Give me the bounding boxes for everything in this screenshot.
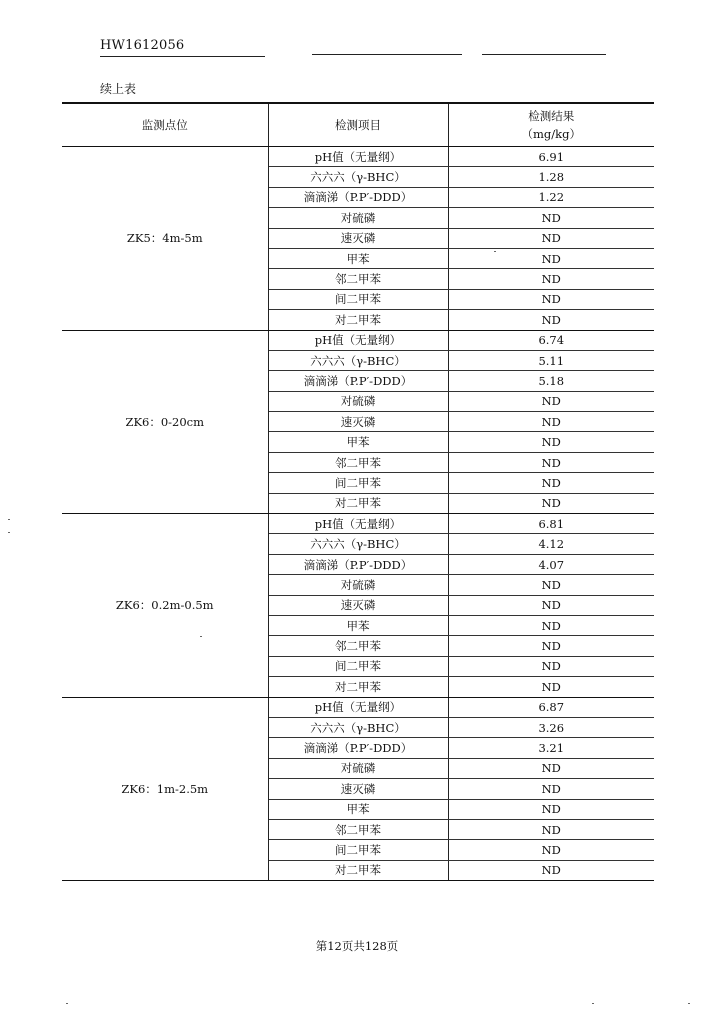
table-row [62, 330, 654, 350]
result-cell: ND [448, 391, 654, 411]
item-cell: 速灭磷 [268, 779, 448, 799]
item-cell: 对硫磷 [268, 758, 448, 778]
result-cell: ND [448, 758, 654, 778]
item-cell: 甲苯 [268, 248, 448, 268]
header-rule-1 [100, 56, 265, 57]
result-cell: ND [448, 432, 654, 452]
table-row [62, 147, 654, 167]
site-cell: ZK6：1m-2.5m [62, 697, 268, 881]
item-cell: 间二甲苯 [268, 840, 448, 860]
header-site: 监测点位 [62, 103, 268, 147]
item-cell: 滴滴涕（P.P′-DDD） [268, 187, 448, 207]
result-cell: ND [448, 656, 654, 676]
report-code: HW1612056 [100, 38, 185, 53]
header-result-label: 检测结果 [528, 109, 575, 123]
item-cell: 间二甲苯 [268, 289, 448, 309]
result-cell: ND [448, 677, 654, 697]
table-row [62, 514, 654, 534]
item-cell: 邻二甲苯 [268, 452, 448, 472]
results-table-container [62, 102, 654, 881]
result-cell: ND [448, 473, 654, 493]
header-rule-2 [312, 54, 462, 55]
result-cell: 6.91 [448, 147, 654, 167]
result-cell: ND [448, 289, 654, 309]
result-cell: 6.74 [448, 330, 654, 350]
item-cell: 间二甲苯 [268, 656, 448, 676]
result-cell: ND [448, 799, 654, 819]
item-cell: 邻二甲苯 [268, 269, 448, 289]
result-cell: ND [448, 412, 654, 432]
item-cell: 六六六（γ-BHC） [268, 534, 448, 554]
scan-speck [200, 636, 202, 637]
item-cell: 甲苯 [268, 432, 448, 452]
results-table [62, 102, 654, 881]
item-cell: 对硫磷 [268, 391, 448, 411]
item-cell: 对二甲苯 [268, 677, 448, 697]
item-cell: pH值（无量纲） [268, 514, 448, 534]
site-cell: ZK6：0.2m-0.5m [62, 514, 268, 698]
result-cell: 1.28 [448, 167, 654, 187]
result-cell: 4.07 [448, 554, 654, 574]
table-row [62, 697, 654, 717]
result-cell: ND [448, 269, 654, 289]
site-cell: ZK6：0-20cm [62, 330, 268, 514]
result-cell: ND [448, 575, 654, 595]
scan-speck [494, 251, 496, 252]
item-cell: 邻二甲苯 [268, 819, 448, 839]
result-cell: 5.18 [448, 371, 654, 391]
item-cell: pH值（无量纲） [268, 330, 448, 350]
result-cell: ND [448, 779, 654, 799]
site-cell: ZK5：4m-5m [62, 147, 268, 331]
continued-label: 续上表 [100, 82, 137, 96]
result-cell: 5.11 [448, 350, 654, 370]
item-cell: 甲苯 [268, 799, 448, 819]
result-cell: ND [448, 452, 654, 472]
item-cell: 滴滴涕（P.P′-DDD） [268, 371, 448, 391]
item-cell: 速灭磷 [268, 228, 448, 248]
result-cell: 6.87 [448, 697, 654, 717]
item-cell: 邻二甲苯 [268, 636, 448, 656]
result-cell: 1.22 [448, 187, 654, 207]
item-cell: 六六六（γ-BHC） [268, 350, 448, 370]
result-cell: ND [448, 208, 654, 228]
result-cell: ND [448, 860, 654, 880]
item-cell: 甲苯 [268, 615, 448, 635]
result-cell: ND [448, 310, 654, 330]
scan-speck [8, 532, 10, 533]
header-result-unit: （mg/kg） [521, 127, 581, 141]
result-cell: ND [448, 228, 654, 248]
item-cell: 对二甲苯 [268, 860, 448, 880]
scan-speck [8, 519, 10, 520]
item-cell: 对二甲苯 [268, 493, 448, 513]
result-cell: ND [448, 248, 654, 268]
result-cell: ND [448, 595, 654, 615]
result-cell: 3.21 [448, 738, 654, 758]
table-header-row [62, 103, 654, 147]
item-cell: 对二甲苯 [268, 310, 448, 330]
item-cell: 滴滴涕（P.P′-DDD） [268, 554, 448, 574]
item-cell: 六六六（γ-BHC） [268, 167, 448, 187]
header-rule-3 [482, 54, 606, 55]
header-item: 检测项目 [268, 103, 448, 147]
result-cell: ND [448, 840, 654, 860]
result-cell: ND [448, 819, 654, 839]
item-cell: 六六六（γ-BHC） [268, 717, 448, 737]
result-cell: 4.12 [448, 534, 654, 554]
item-cell: 速灭磷 [268, 595, 448, 615]
result-cell: ND [448, 493, 654, 513]
item-cell: 滴滴涕（P.P′-DDD） [268, 738, 448, 758]
item-cell: 间二甲苯 [268, 473, 448, 493]
item-cell: pH值（无量纲） [268, 697, 448, 717]
page-number: 第12页共128页 [315, 939, 399, 953]
item-cell: 对硫磷 [268, 575, 448, 595]
scan-speck [66, 1003, 68, 1004]
item-cell: 对硫磷 [268, 208, 448, 228]
result-cell: ND [448, 615, 654, 635]
item-cell: 速灭磷 [268, 412, 448, 432]
header-result [448, 103, 654, 147]
result-cell: ND [448, 636, 654, 656]
scan-speck [592, 1003, 594, 1004]
item-cell: pH值（无量纲） [268, 147, 448, 167]
scan-speck [688, 1003, 690, 1004]
result-cell: 6.81 [448, 514, 654, 534]
result-cell: 3.26 [448, 717, 654, 737]
